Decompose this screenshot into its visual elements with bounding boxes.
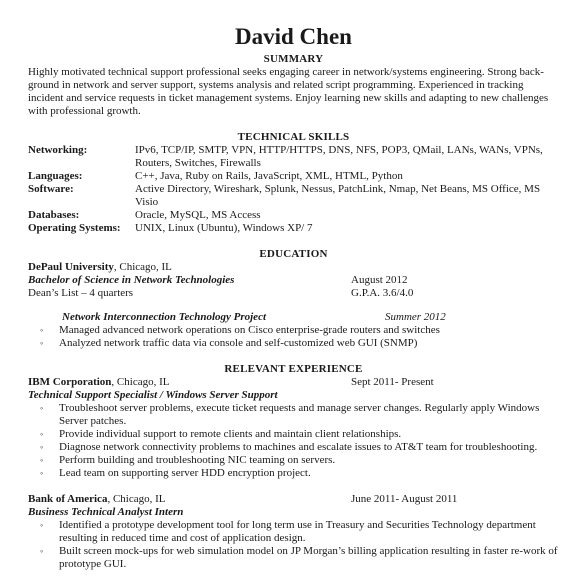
list-item: ◦ Built screen mock-ups for web simulation model on JP Morgan’s billing application resulting in faster re-work of prototype GUI. (28, 545, 559, 571)
job-dates: June 2011- August 2011 (351, 493, 458, 505)
summary-text: Highly motivated technical support professional seeks engaging career in network/systems engineering. Strong back-ground in network and server support, systems analysis and related script programming. Experienced in tracking incident and service requests in ticket management systems. Enjoy learning new skills and adapting to new challenges with professional growth. (28, 66, 549, 117)
gpa: G.P.A. 3.6/4.0 (351, 287, 414, 299)
education-heading: EDUCATION (259, 248, 328, 260)
company-location: , Chicago, IL (111, 376, 170, 388)
skill-value: IPv6, TCP/IP, SMTP, VPN, HTTP/HTTPS, DNS, NFS, POP3, QMail, LANs, WANs, VPNs, Routers, Switches, Firewalls (135, 144, 543, 169)
skill-value: C++, Java, Ruby on Rails, JavaScript, XML, HTML, Python (135, 170, 403, 182)
job-bullets (28, 519, 559, 571)
skills-table (28, 144, 559, 235)
company-location: , Chicago, IL (107, 493, 166, 505)
list-item: ◦ Provide individual support to remote clients and maintain client relationships. (28, 428, 559, 441)
list-item: ◦ Identified a prototype development tool for long term use in Treasury and Securities Technology department resulting in reduced time and cost of application design. (28, 519, 559, 545)
list-item: ◦ Managed advanced network operations on Cisco enterprise-grade routers and switches (28, 324, 559, 337)
project-name: Network Interconnection Technology Project (62, 311, 267, 323)
list-item: ◦ Lead team on supporting server HDD encryption project. (28, 467, 559, 480)
skill-label: Operating Systems: (28, 222, 121, 234)
skill-value: Active Directory, Wireshark, Splunk, Nessus, PatchLink, Nmap, Net Beans, MS Office, MS Visio (135, 183, 541, 208)
skill-value: UNIX, Linux (Ubuntu), Windows XP/ 7 (135, 222, 313, 234)
skill-label: Software: (28, 183, 74, 195)
degree-name: Bachelor of Science in Network Technologies (28, 274, 235, 286)
list-item: ◦ Diagnose network connectivity problems to machines and escalate issues to AT&T team for troubleshooting. (28, 441, 559, 454)
job-role: Business Technical Analyst Intern (28, 506, 184, 518)
list-item: ◦ Perform building and troubleshooting NIC teaming on servers. (28, 454, 559, 467)
job-bullets (28, 402, 559, 480)
degree-date: August 2012 (351, 274, 408, 286)
list-item: ◦ Analyzed network traffic data via console and self-customized web GUI (SNMP) (28, 337, 559, 350)
project-date: Summer 2012 (385, 311, 446, 323)
summary-heading: SUMMARY (263, 53, 324, 65)
project-bullets (28, 324, 559, 350)
skills-heading: TECHNICAL SKILLS (237, 131, 350, 143)
project-row (28, 311, 559, 324)
honors: Dean’s List – 4 quarters (28, 287, 134, 299)
skill-label: Languages: (28, 170, 83, 182)
job-dates: Sept 2011- Present (351, 376, 434, 388)
company-name: Bank of America (28, 493, 108, 505)
job-role: Technical Support Specialist / Windows Server Support (28, 389, 278, 401)
skill-label: Networking: (28, 144, 88, 156)
job-header-row (28, 493, 559, 506)
skill-label: Databases: (28, 209, 80, 221)
school-name: DePaul University (28, 261, 114, 273)
company-name: IBM Corporation (28, 376, 112, 388)
experience-heading: RELEVANT EXPERIENCE (224, 363, 363, 375)
education-degree-row (28, 274, 559, 287)
job-header-row (28, 376, 559, 389)
skill-value: Oracle, MySQL, MS Access (135, 209, 261, 221)
education-school-row (28, 261, 559, 274)
resume-name: David Chen (235, 24, 352, 49)
list-item: ◦ Troubleshoot server problems, execute ticket requests and manage server changes. Regularly apply Windows Server patches. (28, 402, 559, 428)
school-location: , Chicago, IL (113, 261, 172, 273)
education-honors-row (28, 287, 559, 300)
